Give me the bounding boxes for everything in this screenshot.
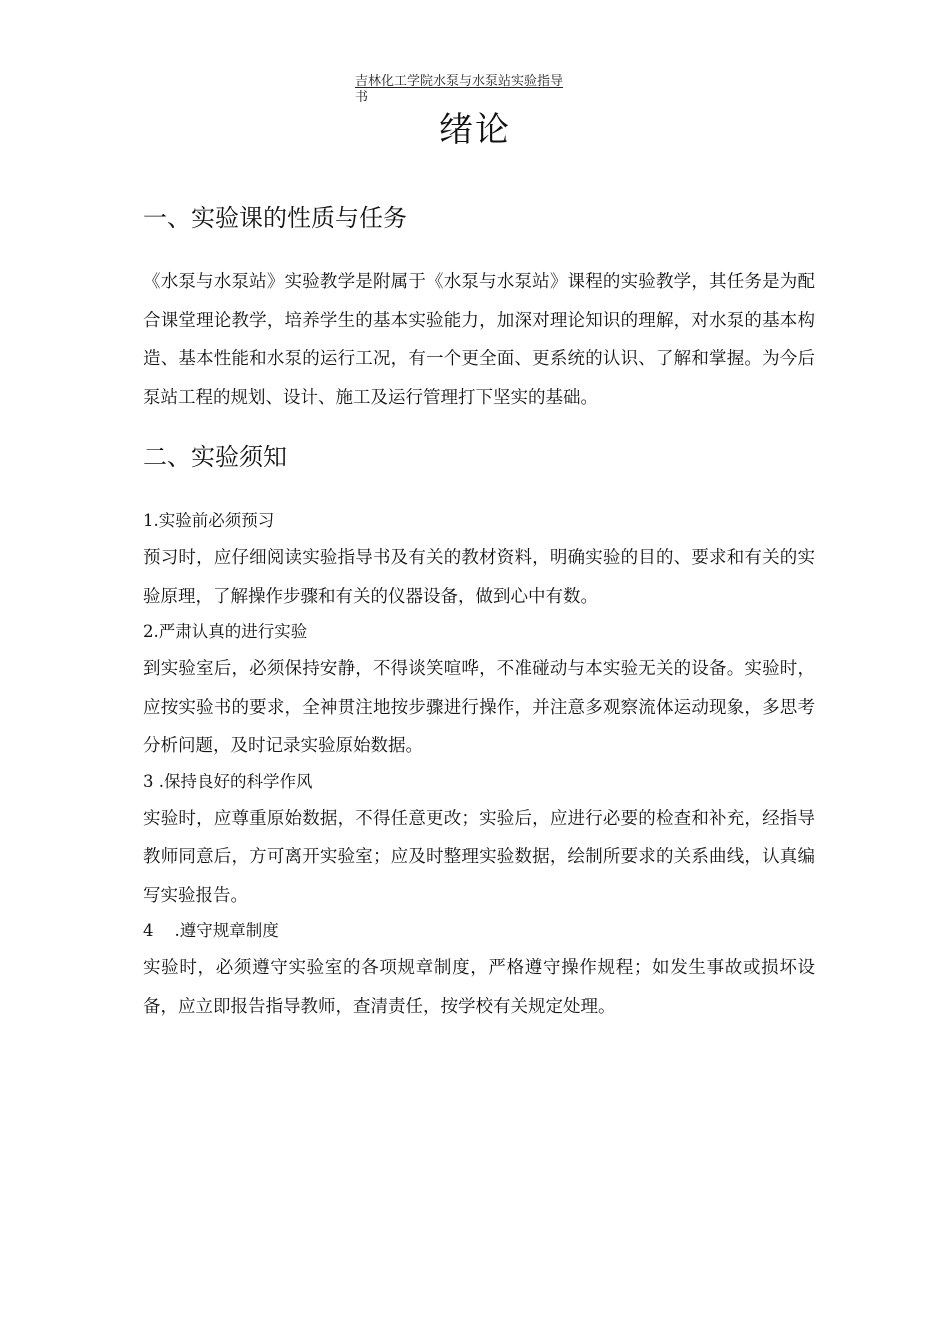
- rule-title: 3 .保持良好的科学作风: [143, 771, 313, 791]
- page-title: 绪论: [439, 110, 511, 150]
- rule-item: [143, 766, 815, 916]
- intro-paragraph: 《水泵与水泵站》实验教学是附属于《水泵与水泵站》课程的实验教学，其任务是为配合课堂理论教学，培养学生的基本实验能力，加深对理论知识的理解，对水泵的基本构造、基本性能和水泵的运行工况，有一个更全面、更系统的认识、了解和掌握。为今后泵站工程的规划、设计、施工及运行管理打下坚实的基础。: [143, 272, 815, 408]
- rule-body: 到实验室后，必须保持安静，不得谈笑喧哗，不准碰动与本实验无关的设备。实验时，应按实验书的要求，全神贯注地按步骤进行操作，并注意多观察流体运动现象，多思考分析问题，及时记录实验原始数据。: [143, 659, 815, 756]
- rule-item: [143, 616, 815, 766]
- rule-title: 2.严肃认真的进行实验: [143, 622, 308, 641]
- section-heading-nature-and-tasks: 一、实验课的性质与任务: [143, 204, 407, 232]
- header-line-1: 吉林化工学院水泵与水泵站实验指导: [355, 74, 564, 89]
- rule-body: 实验时，必须遵守实验室的各项规章制度，严格遵守操作规程；如发生事故或损坏设备，应立即报告指导教师，查清责任，按学校有关规定处理。: [143, 958, 815, 1017]
- section-heading-lab-notes: 二、实验须知: [143, 443, 287, 471]
- header-line-2: 书: [355, 90, 369, 105]
- rule-item: [143, 915, 815, 1026]
- rule-title: 4 .遵守规章制度: [143, 921, 279, 940]
- rule-title: 1.实验前必须预习: [143, 511, 275, 530]
- rule-item: [143, 505, 815, 616]
- running-header: [355, 74, 595, 106]
- rules-list: [143, 505, 815, 1026]
- rule-body: 实验时，应尊重原始数据，不得任意更改；实验后，应进行必要的检查和补充，经指导教师同意后，方可离开实验室；应及时整理实验数据，绘制所要求的关系曲线，认真编写实验报告。: [143, 808, 815, 906]
- rule-body: 预习时，应仔细阅读实验指导书及有关的教材资料，明确实验的目的、要求和有关的实验原理，了解操作步骤和有关的仪器设备，做到心中有数。: [143, 548, 815, 607]
